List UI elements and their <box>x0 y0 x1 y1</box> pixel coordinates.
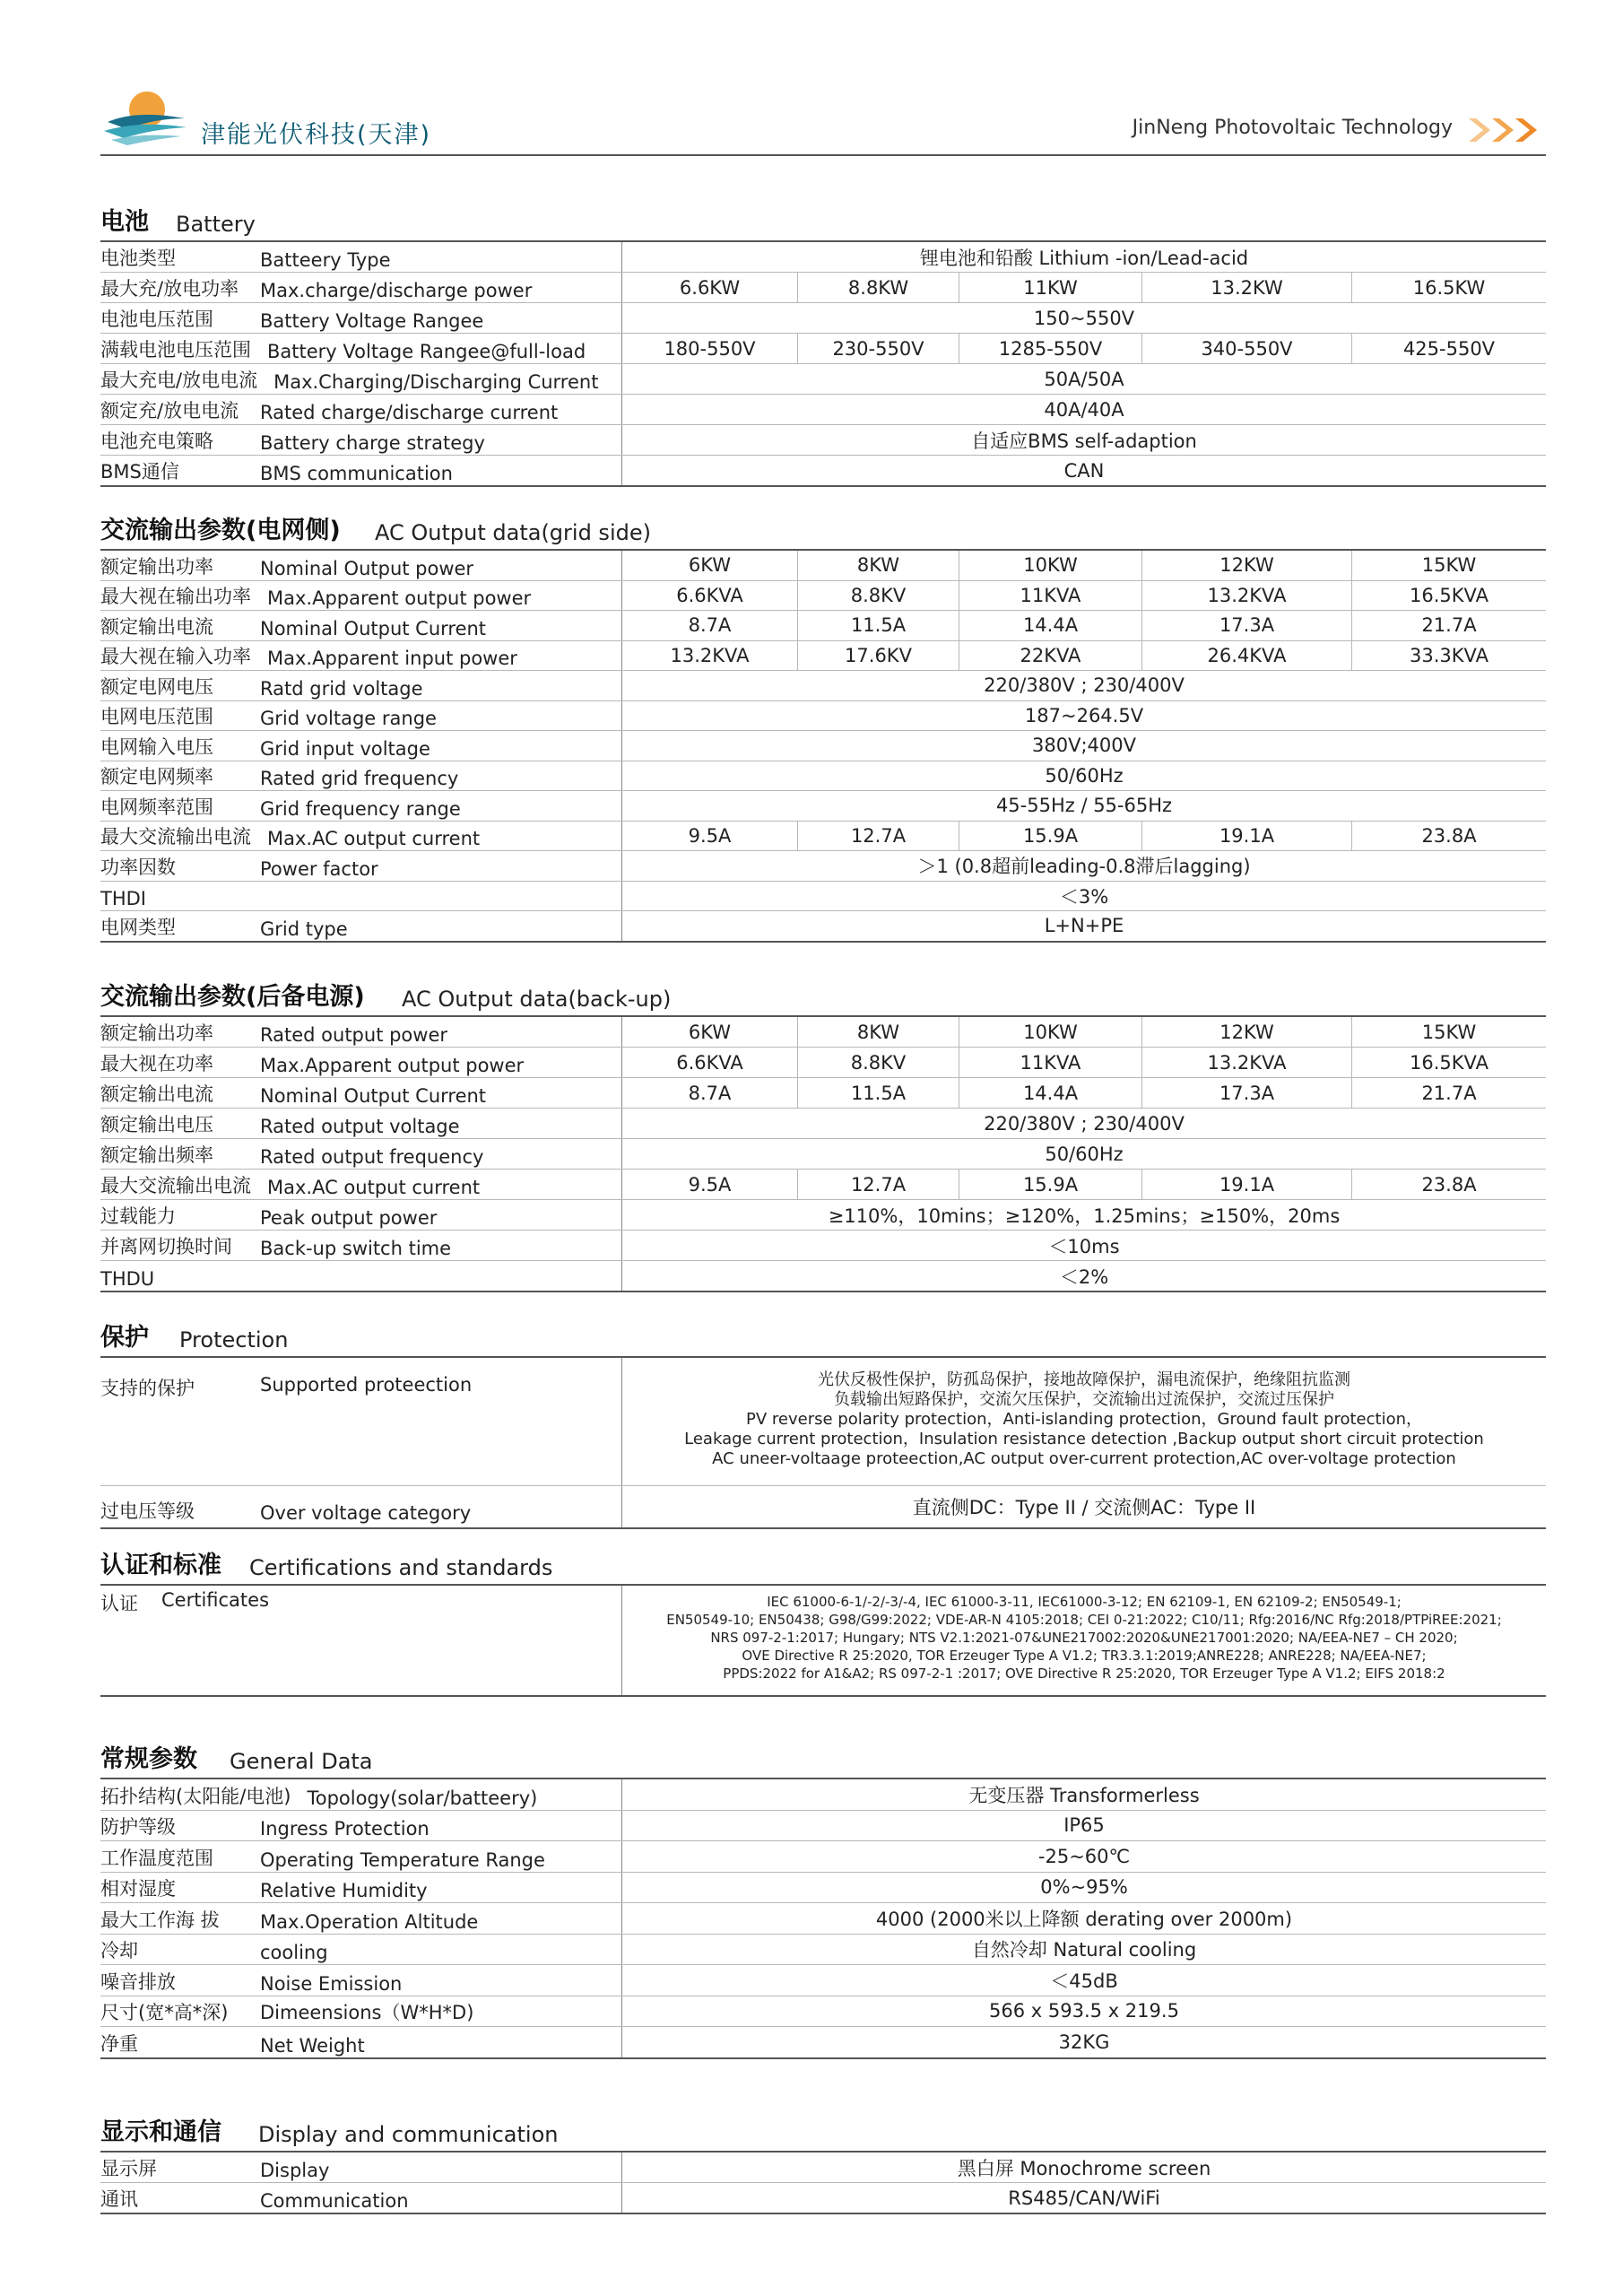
row-label: 相对湿度 Relative Humidity <box>100 1873 622 1903</box>
table-row <box>100 1779 1546 1811</box>
page-header <box>100 83 1546 156</box>
row-value: 12KW <box>1142 1017 1352 1047</box>
row-value: 566 x 593.5 x 219.5 <box>989 2000 1179 2022</box>
certificates-list <box>622 1586 1546 1695</box>
row-value: 16.5KW <box>1412 276 1486 299</box>
row-label: 工作温度范围 Operating Temperature Range <box>100 1841 622 1872</box>
row-value: 50/60Hz <box>1045 764 1124 787</box>
text-line: EN50549-10; EN50438; G98/G99:2022; VDE-AR-N 4105:2018; CEI 0-21:2022; C10/11; Rfg:2016/NC Rfg:2018/PTPiREE:2021; <box>666 1612 1502 1628</box>
row-value: 32KG <box>1058 2031 1110 2053</box>
table-row <box>100 273 1546 303</box>
row-value: 0%~95% <box>1040 1876 1128 1899</box>
row-label: 最大交流输出电流 Max.AC output current <box>100 822 622 851</box>
row-label: 电池类型 Batteery Type <box>100 242 622 272</box>
header-divider <box>100 154 1546 156</box>
table-row <box>100 1811 1546 1842</box>
row-value: 380V;400V <box>1032 735 1136 757</box>
table-row <box>100 641 1546 672</box>
section-title-en: Battery <box>176 212 256 237</box>
table-row <box>100 822 1546 852</box>
row-label: 额定电网电压 Ratd grid voltage <box>100 671 622 700</box>
row-value: 12.7A <box>798 822 959 851</box>
row-label: THDU <box>100 1261 622 1291</box>
table-row <box>100 1586 1546 1695</box>
row-value: 锂电池和铅酸 Lithium -ion/Lead-acid <box>919 247 1249 269</box>
row-value: 8.8KV <box>798 1048 959 1077</box>
table-row <box>100 456 1546 485</box>
section-title <box>100 506 1546 549</box>
row-value: 10KW <box>959 551 1142 580</box>
row-value: 150~550V <box>1033 307 1135 329</box>
table-row <box>100 1017 1546 1048</box>
row-value: 6.6KVA <box>622 1048 798 1077</box>
table-row <box>100 1261 1546 1291</box>
table-row <box>100 364 1546 395</box>
section-general <box>100 1735 1546 2059</box>
row-label: 过电压等级 Over voltage category <box>100 1486 622 1527</box>
table-row <box>100 1873 1546 1904</box>
row-label: THDI <box>100 882 622 911</box>
table-row <box>100 242 1546 273</box>
row-value: 15KW <box>1421 1021 1477 1043</box>
section-title-en: General Data <box>230 1749 373 1774</box>
row-value: 8.7A <box>622 1078 798 1108</box>
section-title-cn: 交流输出参数(电网侧) <box>100 517 341 544</box>
spec-table <box>100 1358 1546 1529</box>
row-label: 电网输入电压 Grid input voltage <box>100 731 622 761</box>
table-row <box>100 2027 1546 2057</box>
row-value: 1285-550V <box>959 334 1142 363</box>
table-row <box>100 551 1546 581</box>
row-value: 19.1A <box>1142 822 1352 851</box>
section-title-cn: 电池 <box>100 208 149 236</box>
row-label: 电网电压范围 Grid voltage range <box>100 701 622 731</box>
section-title <box>100 1313 1546 1356</box>
text-line: IEC 61000-6-1/-2/-3/-4, IEC 61000-3-11, IEC61000-3-12; EN 62109-1, EN 62109-2; EN50549-1; <box>767 1594 1402 1610</box>
row-label: 电池充电策略 Battery charge strategy <box>100 425 622 455</box>
row-value: 11.5A <box>798 1078 959 1108</box>
row-value: ＜10ms <box>1048 1235 1120 1257</box>
row-label: 过载能力 Peak output power <box>100 1200 622 1230</box>
row-value: 黑白屏 Monochrome screen <box>957 2157 1211 2179</box>
row-value: 15.9A <box>959 1170 1142 1199</box>
supported-protections <box>622 1358 1546 1485</box>
row-value: 15KW <box>1421 554 1477 577</box>
table-row <box>100 731 1546 761</box>
row-label: 功率因数 Power factor <box>100 851 622 881</box>
row-value: 26.4KVA <box>1142 641 1352 671</box>
table-row <box>100 2152 1546 2183</box>
table-row <box>100 611 1546 641</box>
chevron-arrows-icon <box>1465 117 1546 144</box>
row-label: 最大视在功率 Max.Apparent output power <box>100 1048 622 1077</box>
section-title-en: AC Output data(grid side) <box>375 520 651 545</box>
section-display <box>100 2108 1546 2214</box>
row-value: 8.8KW <box>798 273 959 302</box>
row-value: 6.6KVA <box>622 581 798 611</box>
row-label: 支持的保护 Supported proteection <box>100 1358 622 1485</box>
text-line: OVE Directive R 25:2020, TOR Erzeuger Type A V1.2; TR3.3.1:2019;ANRE228; ANRE228; NA/EEA-NE7; <box>742 1648 1427 1664</box>
table-row <box>100 1486 1546 1527</box>
row-label: 显示屏 Display <box>100 2152 622 2182</box>
table-row <box>100 1170 1546 1200</box>
table-row <box>100 1231 1546 1261</box>
row-label: 冷却 cooling <box>100 1935 622 1965</box>
table-row <box>100 851 1546 882</box>
section-title <box>100 972 1546 1015</box>
row-label: 额定输出频率 Rated output frequency <box>100 1139 622 1169</box>
row-value: 50A/50A <box>1044 368 1124 390</box>
row-value: 13.2KW <box>1142 273 1352 302</box>
row-value: 11KVA <box>959 1048 1142 1077</box>
row-value: 14.4A <box>959 611 1142 640</box>
section-title-cn: 交流输出参数(后备电源) <box>100 983 365 1011</box>
row-label: 尺寸(宽*高*深) Dimeensions（W*H*D) <box>100 1996 622 2027</box>
table-row <box>100 395 1546 425</box>
table-row <box>100 701 1546 732</box>
spec-table <box>100 1586 1546 1697</box>
row-value: 13.2KVA <box>1142 1048 1352 1077</box>
row-label: 满载电池电压范围 Battery Voltage Rangee@full-load <box>100 334 622 363</box>
row-value: 23.8A <box>1421 824 1477 847</box>
row-label: 最大视在输入功率 Max.Apparent input power <box>100 641 622 671</box>
table-row <box>100 791 1546 822</box>
spec-table <box>100 242 1546 487</box>
table-row <box>100 1109 1546 1139</box>
table-row <box>100 1078 1546 1109</box>
row-label: 额定输出电压 Rated output voltage <box>100 1109 622 1138</box>
row-value: 11.5A <box>798 611 959 640</box>
table-row <box>100 882 1546 912</box>
row-value: 21.7A <box>1421 1082 1477 1104</box>
row-label: 最大视在输出功率 Max.Apparent output power <box>100 581 622 611</box>
row-label: BMS通信 BMS communication <box>100 456 622 485</box>
table-row <box>100 334 1546 364</box>
row-value: ≥110%，10mins；≥120%，1.25mins；≥150%，20ms <box>828 1205 1341 1227</box>
table-row <box>100 581 1546 612</box>
row-label: 最大充电/放电电流 Max.Charging/Discharging Current <box>100 364 622 394</box>
row-label: 额定输出功率 Nominal Output power <box>100 551 622 580</box>
table-row <box>100 1903 1546 1935</box>
row-value: 8.7A <box>622 611 798 640</box>
row-value: 8.8KV <box>798 581 959 611</box>
row-label: 电网频率范围 Grid frequency range <box>100 791 622 821</box>
row-label: 最大充/放电功率 Max.charge/discharge power <box>100 273 622 302</box>
text-line: PV reverse polarity protection，Anti-islanding protection，Ground fault protection， <box>746 1410 1422 1429</box>
row-label: 最大交流输出电流 Max.AC output current <box>100 1170 622 1199</box>
section-title <box>100 2108 1546 2151</box>
section-title-cn: 认证和标准 <box>100 1552 221 1579</box>
row-value: 45-55Hz / 55-65Hz <box>995 795 1173 817</box>
spec-table <box>100 1017 1546 1292</box>
table-row <box>100 1048 1546 1078</box>
section-title-cn: 显示和通信 <box>100 2118 221 2146</box>
row-value: 直流侧DC：Type II / 交流侧AC：Type II <box>912 1497 1256 1518</box>
text-line: AC uneer-voltaage proteection,AC output over-current protection,AC over-voltage protection <box>712 1449 1456 1468</box>
company-logo-icon <box>100 83 190 154</box>
row-value: 6.6KW <box>622 273 798 302</box>
text-line: 光伏反极性保护，防孤岛保护，接地故障保护，漏电流保护，绝缘阻抗监测 <box>818 1370 1350 1389</box>
spec-table <box>100 1779 1546 2059</box>
table-row <box>100 2183 1546 2213</box>
section-protection <box>100 1313 1546 1529</box>
row-value: 11KVA <box>959 581 1142 611</box>
spec-table <box>100 2152 1546 2214</box>
row-label: 最大工作海 拔 Max.Operation Altitude <box>100 1903 622 1934</box>
row-label: 电网类型 Grid type <box>100 911 622 941</box>
row-value: 6KW <box>622 1017 798 1047</box>
row-value: ＞1 (0.8超前leading-0.8滞后lagging) <box>917 856 1251 878</box>
table-row <box>100 1965 1546 1996</box>
row-value: 15.9A <box>959 822 1142 851</box>
row-value: 6KW <box>622 551 798 580</box>
row-value: 17.6KV <box>798 641 959 671</box>
row-value: 11KW <box>959 273 1142 302</box>
row-value: 220/380V ; 230/400V <box>984 674 1185 697</box>
text-line: PPDS:2022 for A1&A2; RS 097-2-1 :2017; OVE Directive R 25:2020, TOR Erzeuger Type A V1.2; EIFS 2018:2 <box>723 1665 1445 1682</box>
row-value: 220/380V ; 230/400V <box>984 1112 1185 1135</box>
row-value: 无变压器 Transformerless <box>968 1784 1200 1806</box>
spec-table <box>100 551 1546 943</box>
row-value: 22KVA <box>959 641 1142 671</box>
table-row <box>100 303 1546 334</box>
row-value: -25~60℃ <box>1037 1845 1131 1867</box>
section-title-en: Display and communication <box>258 2122 559 2147</box>
row-label: 并离网切换时间 Back-up switch time <box>100 1231 622 1260</box>
company-name-en: JinNeng Photovoltaic Technology <box>1132 117 1453 139</box>
section-title <box>100 197 1546 240</box>
row-value: 自然冷却 Natural cooling <box>971 1939 1197 1961</box>
row-value: ＜45dB <box>1050 1970 1118 1992</box>
table-row <box>100 1996 1546 2028</box>
row-value: 16.5KVA <box>1410 1051 1488 1074</box>
row-value: 14.4A <box>959 1078 1142 1108</box>
row-value: 180-550V <box>622 334 798 363</box>
row-value: 自适应BMS self-adaption <box>971 430 1197 452</box>
row-label: 净重 Net Weight <box>100 2027 622 2057</box>
row-value: ＜3% <box>1059 885 1109 908</box>
section-title-en: Protection <box>179 1327 289 1352</box>
row-value: 13.2KVA <box>1142 581 1352 611</box>
row-value: RS485/CAN/WiFi <box>1008 2187 1160 2209</box>
row-value: 9.5A <box>622 1170 798 1199</box>
row-value: 187~264.5V <box>1024 704 1144 726</box>
row-value: 50/60Hz <box>1045 1143 1124 1165</box>
row-value: 340-550V <box>1142 334 1352 363</box>
row-label: 额定电网频率 Rated grid frequency <box>100 761 622 791</box>
row-value: 17.3A <box>1142 611 1352 640</box>
row-value: L+N+PE <box>1044 915 1124 937</box>
row-value: 4000 (2000米以上降额 derating over 2000m) <box>875 1908 1293 1930</box>
table-row <box>100 1358 1546 1486</box>
row-value: 12.7A <box>798 1170 959 1199</box>
row-value: 9.5A <box>622 822 798 851</box>
row-label: 防护等级 Ingress Protection <box>100 1811 622 1841</box>
table-row <box>100 1200 1546 1231</box>
row-label: 额定输出电流 Nominal Output Current <box>100 1078 622 1108</box>
table-row <box>100 425 1546 456</box>
row-value: 425-550V <box>1402 337 1496 360</box>
table-row <box>100 1841 1546 1873</box>
table-row <box>100 911 1546 941</box>
section-title <box>100 1541 1546 1584</box>
row-value: 8KW <box>798 1017 959 1047</box>
section-title-cn: 保护 <box>100 1324 149 1352</box>
row-label: 认证 Certificates <box>100 1586 622 1695</box>
row-value: ＜2% <box>1059 1265 1109 1288</box>
row-label: 通讯 Communication <box>100 2183 622 2213</box>
row-value: 23.8A <box>1421 1173 1477 1196</box>
row-label: 额定充/放电电流 Rated charge/discharge current <box>100 395 622 424</box>
section-title-en: AC Output data(back-up) <box>402 987 672 1012</box>
row-value: 13.2KVA <box>622 641 798 671</box>
row-value: 16.5KVA <box>1410 584 1488 606</box>
section-title-cn: 常规参数 <box>100 1745 197 1773</box>
row-value: 230-550V <box>798 334 959 363</box>
row-value: 33.3KVA <box>1410 644 1488 666</box>
table-row <box>100 671 1546 701</box>
section-ac-backup <box>100 972 1546 1292</box>
section-battery <box>100 197 1546 487</box>
company-name-cn: 津能光伏科技(天津) <box>201 121 432 149</box>
row-value: 40A/40A <box>1044 398 1124 421</box>
text-line: Leakage current protection，Insulation resistance detection ,Backup output short circuit protection <box>684 1430 1484 1448</box>
text-line: 负载输出短路保护，交流欠压保护，交流输出过流保护，交流过压保护 <box>834 1390 1334 1409</box>
row-value: CAN <box>1063 459 1105 482</box>
row-value: 10KW <box>959 1017 1142 1047</box>
row-label: 额定输出电流 Nominal Output Current <box>100 611 622 640</box>
row-value: 21.7A <box>1421 614 1477 637</box>
row-value: 17.3A <box>1142 1078 1352 1108</box>
table-row <box>100 1935 1546 1966</box>
row-value: 8KW <box>798 551 959 580</box>
row-label: 拓扑结构(太阳能/电池) Topology(solar/batteery) <box>100 1779 622 1810</box>
row-label: 电池电压范围 Battery Voltage Rangee <box>100 303 622 333</box>
table-row <box>100 1139 1546 1170</box>
row-value: IP65 <box>1063 1814 1105 1837</box>
row-label: 额定输出功率 Rated output power <box>100 1017 622 1047</box>
row-label: 噪音排放 Noise Emission <box>100 1965 622 1996</box>
row-value: 19.1A <box>1142 1170 1352 1199</box>
table-row <box>100 761 1546 792</box>
section-certifications <box>100 1541 1546 1697</box>
section-title-en: Certifications and standards <box>249 1555 553 1580</box>
section-ac-grid <box>100 506 1546 943</box>
section-title <box>100 1735 1546 1778</box>
row-value: 12KW <box>1142 551 1352 580</box>
text-line: NRS 097-2-1:2017; Hungary; NTS V2.1:2021-07&UNE217002:2020&UNE217001:2020; NA/EEA-NE7 – CH 2020; <box>710 1630 1458 1646</box>
